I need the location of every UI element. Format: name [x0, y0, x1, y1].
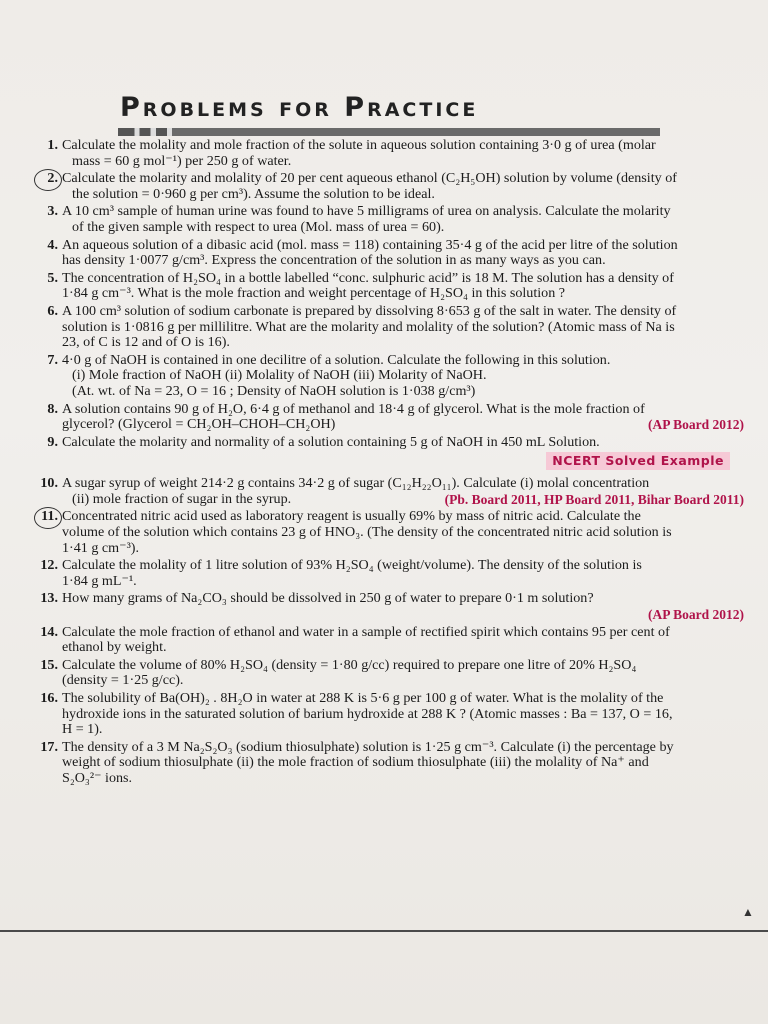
- problem-text-line: volume of the solution which contains 23 g of HNO₃. (The density of the concentrated nitric acid solution is: [62, 524, 672, 541]
- problem-text-line: The concentration of H₂SO₄ in a bottle labelled “conc. sulphuric acid” is 18 M. The solution has a density of: [62, 269, 674, 286]
- problem-number: 1.: [47, 137, 58, 153]
- problem-text-line: 1·84 g mL⁻¹.: [62, 572, 137, 589]
- problem-item: [6, 304, 744, 351]
- problem-text-line: the solution = 0·960 g per cm³). Assume the solution to be ideal.: [72, 185, 435, 202]
- problem-item: [6, 402, 744, 433]
- bottom-rule: [0, 930, 768, 932]
- board-source: (AP Board 2012): [648, 417, 744, 433]
- problem-text-line: Concentrated nitric acid used as laboratory reagent is usually 69% by mass of nitric acid. Calculate the: [62, 508, 641, 525]
- problem-number: 10.: [40, 475, 58, 492]
- problem-number: 7.: [47, 351, 58, 368]
- problem-item: [6, 658, 744, 689]
- problem-text-line: mass = 60 g mol⁻¹) per 250 g of water.: [72, 152, 292, 169]
- problem-number: 8.: [47, 400, 58, 417]
- problem-text-line: (i) Mole fraction of NaOH (ii) Molality of NaOH (iii) Molarity of NaOH.: [72, 367, 487, 384]
- problem-item: [6, 740, 744, 787]
- ncert-solved-example-badge: NCERT Solved Example: [546, 452, 730, 470]
- problem-item: [6, 625, 744, 656]
- problem-text-line: A solution contains 90 g of H₂O, 6·4 g of methanol and 18·4 g of glycerol. What is the mole fraction of: [62, 400, 645, 417]
- problem-item: [6, 691, 744, 738]
- problem-text-line: A sugar syrup of weight 214·2 g contains 34·2 g of sugar (C₁₂H₂₂O₁₁). Calculate (i) molal concentration: [62, 475, 650, 492]
- problem-text-line: Calculate the volume of 80% H₂SO₄ (density = 1·80 g/cc) required to prepare one litre of 20% H₂SO₄: [62, 656, 637, 673]
- title-rule: [118, 128, 660, 136]
- problem-text-line: of the given sample with respect to urea (Mol. mass of urea = 60).: [72, 218, 445, 235]
- problem-text-line: How many grams of Na₂CO₃ should be dissolved in 250 g of water to prepare 0·1 m solution?: [62, 590, 594, 607]
- problem-text-line: The density of a 3 M Na₂S₂O₃ (sodium thiosulphate) solution is 1·25 g cm⁻³. Calculate (i) the percentage by: [62, 738, 674, 755]
- problem-number: 2.: [24, 171, 58, 187]
- problem-number: 17.: [40, 738, 58, 755]
- ncert-label-row: [6, 452, 744, 472]
- problem-text-line: The solubility of Ba(OH)₂ . 8H₂O in water at 288 K is 5·6 g per 100 g of water. What is the molality of the: [62, 690, 664, 706]
- problem-text-line: 1·84 g cm⁻³. What is the mole fraction and weight percentage of H₂SO₄ in this solution ?: [62, 285, 566, 302]
- problem-text-line: H = 1).: [62, 721, 103, 738]
- problem-text-line: (density = 1·25 g/cc).: [62, 672, 184, 689]
- problem-text-line: 1·41 g cm⁻³).: [62, 539, 140, 556]
- problem-list: [6, 138, 744, 789]
- problem-number: 13.: [40, 590, 58, 607]
- problem-number: 16.: [40, 690, 58, 706]
- problem-text-line: glycerol? (Glycerol = CH₂OH–CHOH–CH₂OH) (AP Board 2012): [62, 416, 744, 433]
- problem-item: [6, 509, 744, 556]
- problem-number: 6.: [47, 302, 58, 319]
- problem-text-line: (At. wt. of Na = 23, O = 16 ; Density of NaOH solution is 1·038 g/cm³): [72, 382, 476, 399]
- problem-text-line: A 100 cm³ solution of sodium carbonate is prepared by dissolving 8·653 g of the salt in water. The density of: [62, 302, 677, 319]
- problem-text-line: weight of sodium thiosulphate (ii) the mole fraction of sodium thiosulphate (iii) the molality of Na⁺ and: [62, 754, 649, 771]
- problem-text-line: S₂O₃²⁻ ions.: [62, 769, 133, 786]
- problem-text-line: Calculate the mole fraction of ethanol and water in a sample of rectified spirit which contains 95 per cent of: [62, 623, 670, 640]
- problem-text-line: hydroxide ions in the saturated solution of barium hydroxide at 288 K ? (Atomic masses : Ba = 137, O = 16,: [62, 705, 673, 722]
- problem-item: [6, 476, 744, 507]
- problem-text-line: Calculate the molarity and molality of 20 per cent aqueous ethanol (C₂H₅OH) solution by volume (density of: [62, 170, 677, 187]
- problem-item: [6, 238, 744, 269]
- problem-text-line: solution is 1·0816 g per millilitre. What are the molarity and molality of the solution? (Atomic mass of Na is: [62, 318, 675, 335]
- problem-text-line: Calculate the molality of 1 litre solution of 93% H₂SO₄ (weight/volume). The density of the solution is: [62, 557, 642, 574]
- problem-text-line: 4·0 g of NaOH is contained in one decilitre of a solution. Calculate the following in this solution.: [62, 351, 611, 368]
- problem-item: [6, 558, 744, 589]
- problem-number: 14.: [40, 623, 58, 640]
- problem-number: 3.: [47, 203, 58, 220]
- problem-number: 11.: [24, 509, 58, 525]
- page-mark: ▲: [742, 905, 754, 919]
- problem-text-line: has density 1·0077 g/cm³. Express the concentration of the solution in as many ways as you can.: [62, 252, 606, 269]
- problem-text-line: ethanol by weight.: [62, 639, 167, 656]
- problem-item: [6, 353, 744, 400]
- problem-item: [6, 591, 744, 622]
- problem-item: [6, 204, 744, 235]
- problem-number: 9.: [47, 433, 58, 450]
- problem-item: [6, 435, 744, 451]
- page-title: Problems for Practice: [120, 92, 479, 123]
- problem-text-line: Calculate the molarity and normality of a solution containing 5 g of NaOH in 450 mL Solution.: [62, 433, 600, 450]
- problem-number: 4.: [47, 236, 58, 253]
- problem-number: 15.: [40, 656, 58, 673]
- board-source: (Pb. Board 2011, HP Board 2011, Bihar Board 2011): [444, 491, 744, 507]
- problem-text-line: An aqueous solution of a dibasic acid (mol. mass = 118) containing 35·4 g of the acid per litre of the solution: [62, 236, 678, 253]
- problem-item: [6, 171, 744, 202]
- problem-item: [6, 271, 744, 302]
- board-source: (AP Board 2012): [648, 607, 744, 623]
- problem-number: 5.: [47, 269, 58, 286]
- problem-text-line: (ii) mole fraction of sugar in the syrup. (Pb. Board 2011, HP Board 2011, Bihar Board 2011): [72, 490, 744, 507]
- problem-text-line: 23, of C is 12 and of O is 16).: [62, 334, 230, 351]
- problem-text-line: A 10 cm³ sample of human urine was found to have 5 milligrams of urea on analysis. Calculate the molarity: [62, 203, 671, 220]
- problem-number: 12.: [40, 557, 58, 574]
- problem-text-line: Calculate the molality and mole fraction of the solute in aqueous solution containing 3·0 g of urea (molar: [62, 137, 656, 153]
- problem-item: [6, 138, 744, 169]
